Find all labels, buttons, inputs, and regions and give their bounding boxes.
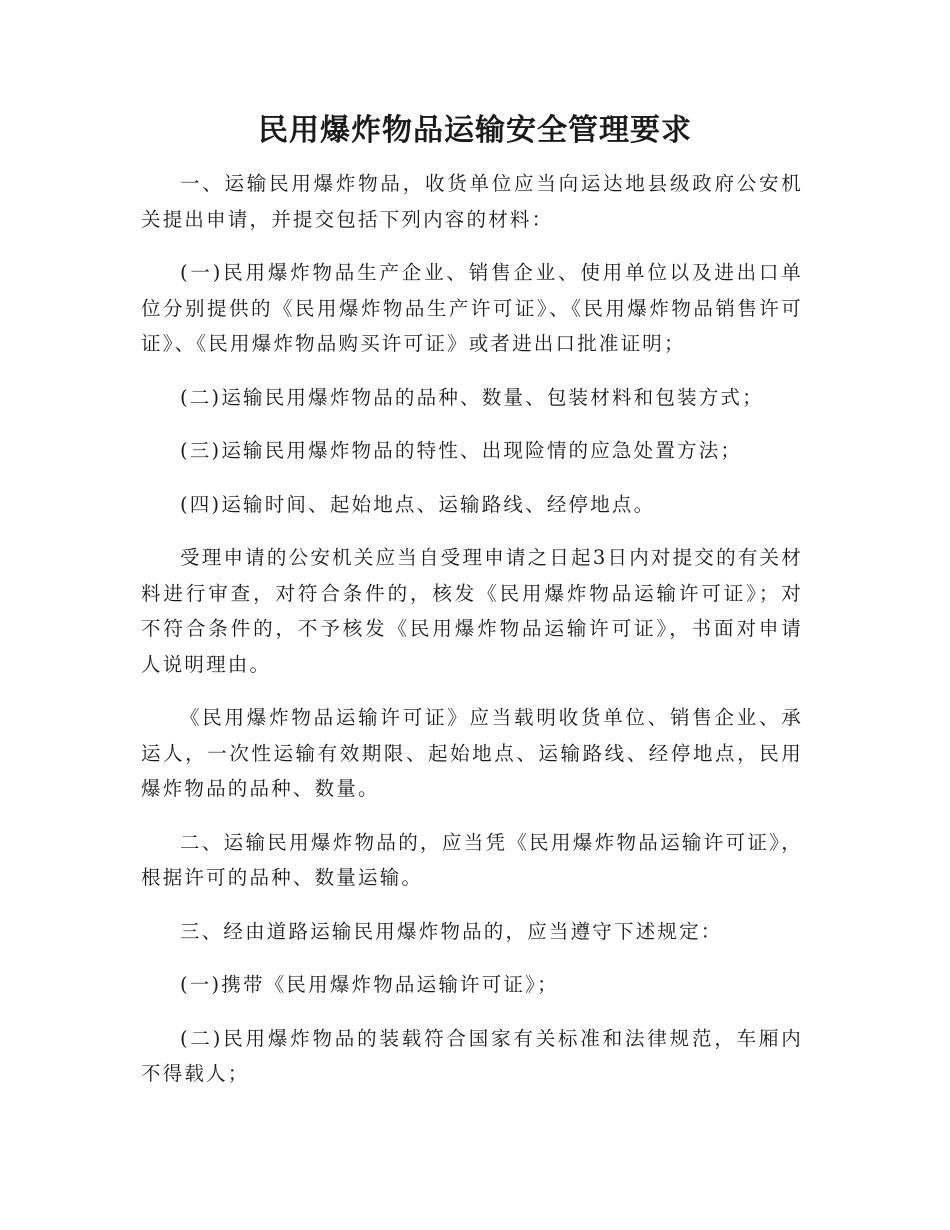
paragraph-road-item-2: (二)民用爆炸物品的装载符合国家有关标准和法律规范，车厢内不得载人； — [141, 1026, 803, 1085]
paragraph-item-2: (二)运输民用爆炸物品的品种、数量、包装材料和包装方式； — [180, 385, 764, 409]
paragraph-item-1: (一)民用爆炸物品生产企业、销售企业、使用单位以及进出口单位分别提供的《民用爆炸物品生产许可证》、《民用爆炸物品销售许可证》、《民用爆炸物品购买许可证》或者进出口批准证明； — [141, 261, 803, 355]
paragraph-section-three: 三、经由道路运输民用爆炸物品的，应当遵守下述规定： — [180, 919, 723, 943]
document-body — [141, 166, 803, 1110]
paragraph-section-one: 一、运输民用爆炸物品，收货单位应当向运达地县级政府公安机关提出申请，并提交包括下列内容的材料： — [141, 172, 803, 231]
paragraph-section-two: 二、运输民用爆炸物品的，应当凭《民用爆炸物品运输许可证》，根据许可的品种、数量运输。 — [141, 830, 803, 889]
paragraph-license-content: 《民用爆炸物品运输许可证》应当载明收货单位、销售企业、承运人，一次性运输有效期限、起始地点、运输路线、经停地点，民用爆炸物品的品种、数量。 — [141, 706, 803, 800]
paragraph-item-3: (三)运输民用爆炸物品的特性、出现险情的应急处置方法； — [180, 439, 743, 462]
paragraph-review: 受理申请的公安机关应当自受理申请之日起3日内对提交的有关材料进行审查，对符合条件的，核发《民用爆炸物品运输许可证》；对不符合条件的，不予核发《民用爆炸物品运输许可证》，书面对申请人说明理由。 — [141, 546, 803, 676]
paragraph-item-4: (四)运输时间、起始地点、运输路线、经停地点。 — [180, 492, 656, 516]
paragraph-road-item-1: (一)携带《民用爆炸物品运输许可证》； — [180, 973, 559, 996]
document-title: 民用爆炸物品运输安全管理要求 — [258, 113, 692, 148]
